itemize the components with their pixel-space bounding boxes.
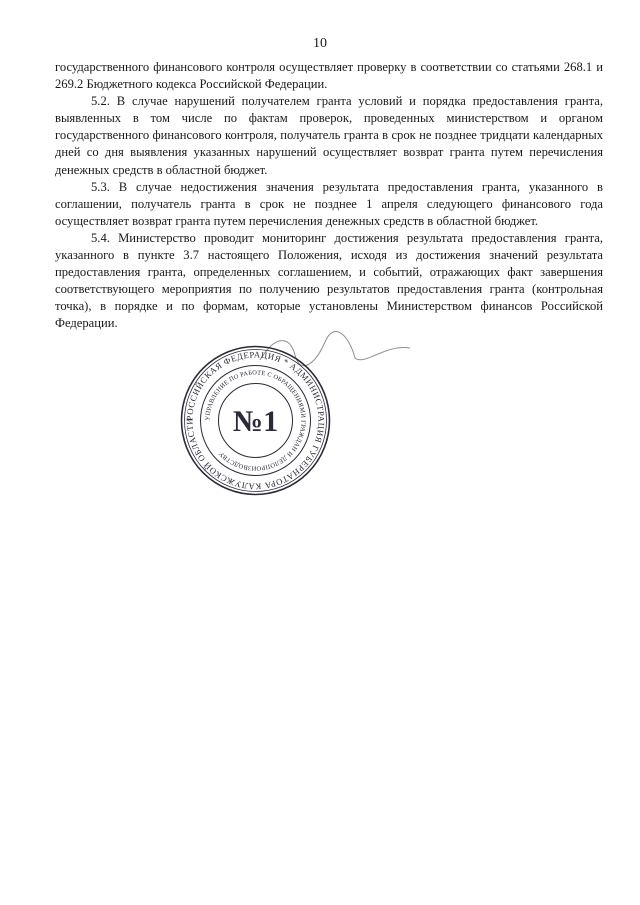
paragraph-5-2: 5.2. В случае нарушений получателем гранта условий и порядка предоставления гранта, выявленных в том числе по фактам проверок, проведенных министерством и органом государственного финансового контроля, получатель гранта в срок не позднее тридцати календарных дней со дня выявления указанных нарушений осуществляет возврат гранта путем перечисления денежных средств в областной бюджет. (55, 94, 603, 177)
page-number: 10 (313, 36, 327, 51)
seal-number: №1 (232, 405, 279, 438)
paragraph-5-3: 5.3. В случае недостижения значения результата предоставления гранта, указанного в соглашении, получатель гранта в срок не позднее 1 апреля следующего финансового года осуществляет возврат гранта путем перечисления денежных средств в областной бюджет. (55, 179, 603, 228)
official-seal (178, 343, 333, 498)
seal-inner-text: УПРАВЛЕНИЕ ПО РАБОТЕ С ОБРАЩЕНИЯМИ ГРАЖДАН И ДЕЛОПРОИЗВОДСТВУ (204, 369, 307, 472)
paragraph-5-4: 5.4. Министерство проводит мониторинг достижения результата предоставления гранта, указанного в пункте 3.7 настоящего Положения, исходя из достижения значений результата предоставления гранта, определенных соглашением, и событий, отражающих факт завершения соответствующего мероприятия по получению результатов предоставления гранта (контрольная точка), в порядке и по формам, которые установлены Министерством финансов Российской Федерации. (55, 230, 603, 331)
seal-outer-text: РОССИЙСКАЯ ФЕДЕРАЦИЯ * АДМИНИСТРАЦИЯ ГУБЕРНАТОРА КАЛУЖСКОЙ ОБЛАСТИ (184, 349, 327, 492)
paragraph-continuation: государственного финансового контроля осуществляет проверку в соответствии со статьями 268.1 и 269.2 Бюджетного кодекса Российской Федерации. (55, 60, 603, 92)
document-body (55, 59, 603, 333)
